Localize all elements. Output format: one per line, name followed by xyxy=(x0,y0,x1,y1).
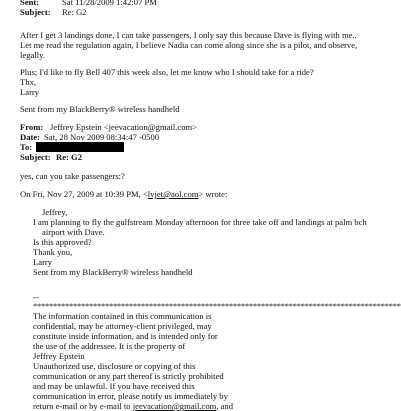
quoted-line: I am planning to fly the gulfstream Monday afternoon for three take off and landings at palm bch xyxy=(33,217,367,227)
date-value: Sat, 28 Nov 2009 08:34:47 -0500 xyxy=(44,132,160,142)
sent-label: Sent: xyxy=(20,0,40,7)
footer-line: and may be unlawful. If you have received this xyxy=(33,381,195,391)
to-label: To: xyxy=(20,142,33,152)
message1-line: legally. xyxy=(20,50,45,60)
quoted-line: airport with Dave. xyxy=(42,227,105,237)
date-row xyxy=(20,132,159,142)
quoted-line: Jeffrey, xyxy=(42,207,68,217)
quote-intro xyxy=(20,189,227,199)
footer-line: confidential, may be attorney-client privileged, may xyxy=(33,321,212,331)
quote-intro-suffix: > wrote: xyxy=(198,189,228,199)
footer-stars: ******************************************************************************************** xyxy=(33,301,401,311)
footer-line: The information contained in this communication is xyxy=(33,311,212,321)
message1-signature: Sent from my BlackBerry® wireless handheld xyxy=(20,104,180,114)
date-label: Date: xyxy=(20,132,41,142)
from-row xyxy=(20,122,197,132)
footer-last-line xyxy=(33,401,233,411)
sent-value: Sat 11/28/2009 1:42:07 PM xyxy=(62,0,157,7)
message2-body: yes, can you take passengers:? xyxy=(20,171,125,181)
email-link[interactable]: lvjet@aol.com xyxy=(147,189,199,199)
subject2-value: Re: G2 xyxy=(56,152,83,162)
quoted-signature: Sent from my BlackBerry® wireless handheld xyxy=(33,267,193,277)
subject-value: Re: G2 xyxy=(62,7,87,17)
from-value: Jeffrey Epstein <jeevacation@gmail.com> xyxy=(50,122,198,132)
message1-line: After I get 3 landings done, I can take passengers, I only say this because Dave is flying with me.. xyxy=(20,30,357,40)
quoted-line: Is this approved? xyxy=(33,237,92,247)
message1-line: Thx, xyxy=(20,77,36,87)
subject-label: Subject: xyxy=(20,7,51,17)
sent-row xyxy=(20,0,157,7)
subject2-row xyxy=(20,152,82,162)
message1-line: Let me read the regulation again, I believe Nadia can come along since she is a pilot, and observe, xyxy=(20,40,358,50)
from-label: From: xyxy=(20,122,44,132)
subject2-label: Subject: xyxy=(20,152,51,162)
footer-dashes: -- xyxy=(33,292,39,302)
footer-line: Unauthorized use, disclosure or copying of this xyxy=(33,361,196,371)
quote-intro-prefix: On Fri, Nov 27, 2009 at 10:39 PM, < xyxy=(20,189,148,199)
footer-line: constitute inside information, and is intended only for xyxy=(33,331,218,341)
footer-line: communication or any part thereof is strictly prohibited xyxy=(33,371,224,381)
footer-line: the use of the addressee. It is the property of xyxy=(33,341,186,351)
redaction-block xyxy=(36,142,124,152)
footer-line: communication in error, please notify us immediately by xyxy=(33,391,228,401)
quoted-line: Thank you, xyxy=(33,247,73,257)
footer-last-suffix: , and xyxy=(216,401,234,411)
footer-email-link[interactable]: jeevacation@gmail.com xyxy=(132,401,217,411)
subject-row xyxy=(20,7,87,17)
message1-line: Plus; I'd like to fly Bell 407 this week also, let me know who I should take for a ride? xyxy=(20,67,314,77)
message1-line: Larry xyxy=(20,87,40,97)
footer-last-prefix: return e-mail or by e-mail to xyxy=(33,401,133,411)
quoted-line: Larry xyxy=(33,257,53,267)
footer-line: Jeffrey Epstein xyxy=(33,351,85,361)
